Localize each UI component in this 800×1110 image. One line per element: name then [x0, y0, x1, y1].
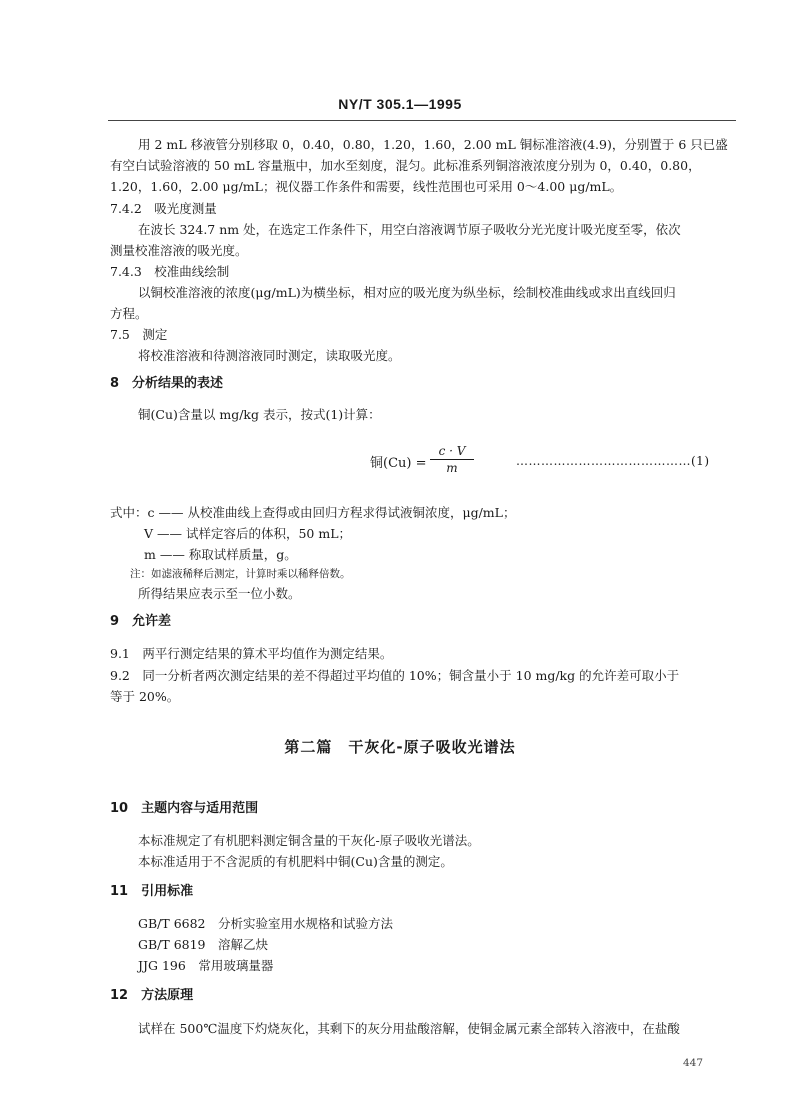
intro-line-2: 有空白试验溶液的 50 mL 容量瓶中，加水至刻度，混匀。此标准系列铜溶液浓度分别为 0，0.40，0.80，: [110, 158, 701, 173]
part-2-title: 第二篇 干灰化-原子吸收光谱法: [284, 738, 516, 756]
note: 注：如滤液稀释后测定，计算时乘以稀释倍数。: [130, 568, 351, 580]
section-8-body: 铜(Cu)含量以 mg/kg 表示，按式(1)计算：: [138, 407, 381, 422]
section-9-1: 9.1 两平行测定结果的算术平均值作为测定结果。: [110, 646, 393, 661]
section-7-4-2-title: 7.4.2 吸光度测量: [110, 201, 217, 216]
reference-gbt-6682: GB/T 6682 分析实验室用水规格和试验方法: [138, 916, 394, 931]
formula-number: ……………………………………(1): [516, 454, 710, 468]
section-10-title: 10 主题内容与适用范围: [110, 801, 259, 816]
section-7-4-3-line-2: 方程。: [110, 306, 148, 321]
section-8-title: 8 分析结果的表述: [110, 376, 224, 391]
formula-fraction: [430, 444, 474, 476]
standard-header: NY/T 305.1—1995: [338, 96, 462, 112]
section-9-2-line-1: 9.2 同一分析者两次测定结果的差不得超过平均值的 10%；铜含量小于 10 mg/kg 的允许差可取小于: [110, 668, 680, 683]
page-number: 447: [683, 1057, 704, 1069]
section-12-title: 12 方法原理: [110, 988, 194, 1003]
section-7-4-2-line-2: 测量校准溶液的吸光度。: [110, 243, 248, 258]
header-rule: [108, 120, 736, 121]
section-9-2-line-2: 等于 20%。: [110, 689, 180, 704]
section-9-title: 9 允许差: [110, 614, 172, 629]
formula-denominator: m: [446, 461, 458, 475]
intro-line-3: 1.20，1.60，2.00 μg/mL；视仪器工作条件和需要，线性范围也可采用 0～4.00 μg/mL。: [110, 179, 623, 194]
section-11-title: 11 引用标准: [110, 884, 194, 899]
section-10-line-1: 本标准规定了有机肥料测定铜含量的干灰化-原子吸收光谱法。: [138, 833, 480, 848]
where-line-v: V —— 试样定容后的体积，50 mL；: [144, 526, 352, 541]
reference-jjg-196: JJG 196 常用玻璃量器: [138, 958, 274, 973]
section-10-line-2: 本标准适用于不含泥质的有机肥料中铜(Cu)含量的测定。: [138, 854, 453, 869]
section-7-4-3-title: 7.4.3 校准曲线绘制: [110, 264, 230, 279]
section-7-4-3-line-1: 以铜校准溶液的浓度(μg/mL)为横坐标，相对应的吸光度为纵坐标，绘制校准曲线或求出直线回归: [138, 285, 676, 300]
where-line-m: m —— 称取试样质量，g。: [144, 547, 297, 562]
section-12-line-1: 试样在 500℃温度下灼烧灰化，其剩下的灰分用盐酸溶解，使铜金属元素全部转入溶液中，在盐酸: [138, 1021, 680, 1036]
formula-numerator: c · V: [430, 444, 474, 460]
section-7-5-title: 7.5 测定: [110, 327, 168, 342]
intro-line-1: 用 2 mL 移液管分别移取 0，0.40，0.80，1.20，1.60，2.00 mL 铜标准溶液(4.9)，分别置于 6 只已盛: [138, 137, 728, 152]
section-7-4-2-line-1: 在波长 324.7 nm 处，在选定工作条件下，用空白溶液调节原子吸收分光光度计吸光度至零，依次: [138, 222, 681, 237]
formula-lhs: 铜(Cu) =: [370, 456, 427, 471]
reference-gbt-6819: GB/T 6819 溶解乙炔: [138, 937, 269, 952]
where-line-c: 式中：c —— 从校准曲线上查得或由回归方程求得试液铜浓度，μg/mL；: [110, 505, 516, 520]
result-precision: 所得结果应表示至一位小数。: [138, 586, 301, 601]
section-7-5-body: 将校准溶液和待测溶液同时测定，读取吸光度。: [138, 348, 401, 363]
